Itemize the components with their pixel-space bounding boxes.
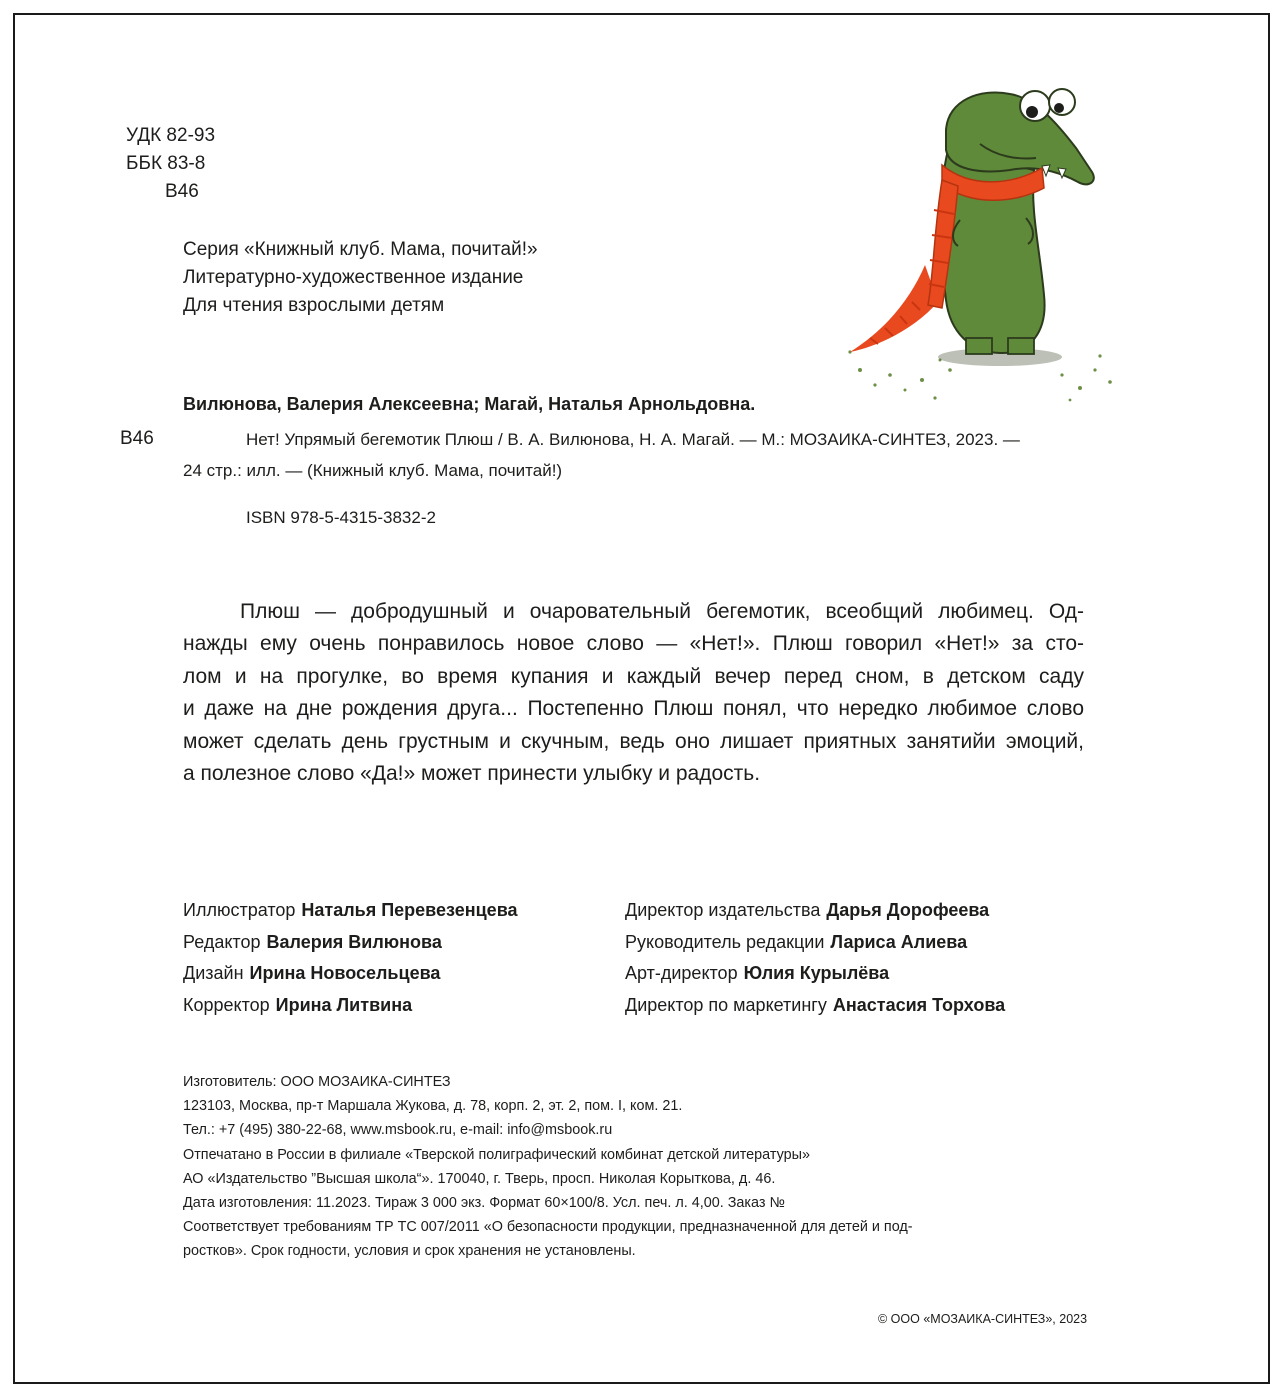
credit-role: Руководитель редакции [625,931,825,952]
classification-codes [126,122,215,206]
bibliography-authors: Вилюнова, Валерия Алексеевна; Магай, Наталья Арнольдовна. [183,394,756,414]
credit-role: Арт-директор [625,963,738,983]
bibliography-title-line: Нет! Упрямый бегемотик Плюш / В. А. Вилюнова, Н. А. Магай. — М.: МОЗАИКА-СИНТЕЗ, 2023. — [246,430,1020,449]
credit-row [183,895,518,927]
bibliography-pages-line: 24 стр.: илл. — (Книжный клуб. Мама, почитай!) [183,461,563,480]
imprint-line: Дата изготовления: 11.2023. Тираж 3 000 экз. Формат 60×100/8. Усл. печ. л. 4,00. Заказ № [183,1195,785,1212]
imprint-line: Отпечатано в России в филиале «Тверской полиграфический комбинат детской литературы» [183,1146,811,1163]
annotation-line: лом и на прогулке, во время купания и каждый вечер перед сном, в детском саду [183,664,1084,688]
credit-name: Лариса Алиева [830,931,968,952]
credit-role: Директор по маркетингу [625,994,827,1015]
copyright: © ООО «МОЗАИКА-СИНТЕЗ», 2023 [878,1312,1088,1326]
credit-role: Директор издательства [625,900,821,920]
imprint-line: Соответствует требованиям ТР ТС 007/2011 «О безопасности продукции, предназначенной для детей и под- [183,1219,913,1236]
imprint-line: Изготовитель: ООО МОЗАИКА-СИНТЕЗ [183,1074,451,1090]
isbn: ISBN 978-5-4315-3832-2 [246,508,436,527]
credit-name: Валерия Вилюнова [266,931,442,952]
book-annotation [183,596,1084,790]
credit-row [183,958,518,990]
annotation-line: может сделать день грустным и скучным, ведь оно лишает приятных занятийи эмоций, [183,729,1084,753]
udk-code: УДК 82-93 [126,125,216,146]
annotation-line: нажды ему очень понравилось новое слово — «Нет!». Плюш говорил «Нет!» за сто- [183,632,1084,656]
edition-type-line: Литературно-художественное издание [183,267,524,288]
author-mark: В46 [165,181,199,202]
credit-name: Юлия Курылёва [743,963,890,983]
imprint-line: АО «Издательство ”Высшая школа“». 170040, г. Тверь, просп. Николая Корыткова, д. 46. [183,1170,776,1187]
credit-row [625,927,1005,959]
credit-role: Редактор [183,931,261,952]
credit-name: Анастасия Торхова [832,994,1006,1015]
imprint-line: 123103, Москва, пр-т Маршала Жукова, д. 78, корп. 2, эт. 2, пом. I, ком. 21. [183,1098,683,1115]
imprint-line: ростков». Срок годности, условия и срок хранения не установлены. [183,1243,636,1260]
imprint-line: Тел.: +7 (495) 380-22-68, www.msbook.ru, e-mail: info@msbook.ru [183,1122,613,1139]
credit-role: Корректор [183,994,270,1015]
crocodile-illustration [830,70,1130,420]
credits-right-column [625,895,1005,1021]
annotation-line: и даже на дне рождения друга... Постепенно Плюш понял, что нередко любимое слово [183,697,1084,721]
annotation-line: Плюш — добродушный и очаровательный бегемотик, всеобщий любимец. Од- [240,600,1084,623]
credit-name: Дарья Дорофеева [826,900,990,920]
bbk-code: ББК 83-8 [126,153,206,174]
credit-row [183,990,518,1022]
credit-row [625,895,1005,927]
series-line: Серия «Книжный клуб. Мама, почитай!» [183,239,538,260]
annotation-line: а полезное слово «Да!» может принести улыбку и радость. [183,762,761,786]
bibliography-author-mark: В46 [120,428,154,449]
credit-row [183,927,518,959]
credit-role: Иллюстратор [183,900,296,920]
credit-role: Дизайн [183,963,244,983]
credit-name: Ирина Новосельцева [249,963,441,983]
credit-row [625,990,1005,1022]
audience-line: Для чтения взрослыми детям [183,295,445,316]
series-info [183,236,538,320]
credit-name: Ирина Литвина [275,994,413,1015]
credit-name: Наталья Перевезенцева [301,900,518,920]
credit-row [625,958,1005,990]
credits-left-column [183,895,518,1021]
imprint-block [183,1070,913,1264]
